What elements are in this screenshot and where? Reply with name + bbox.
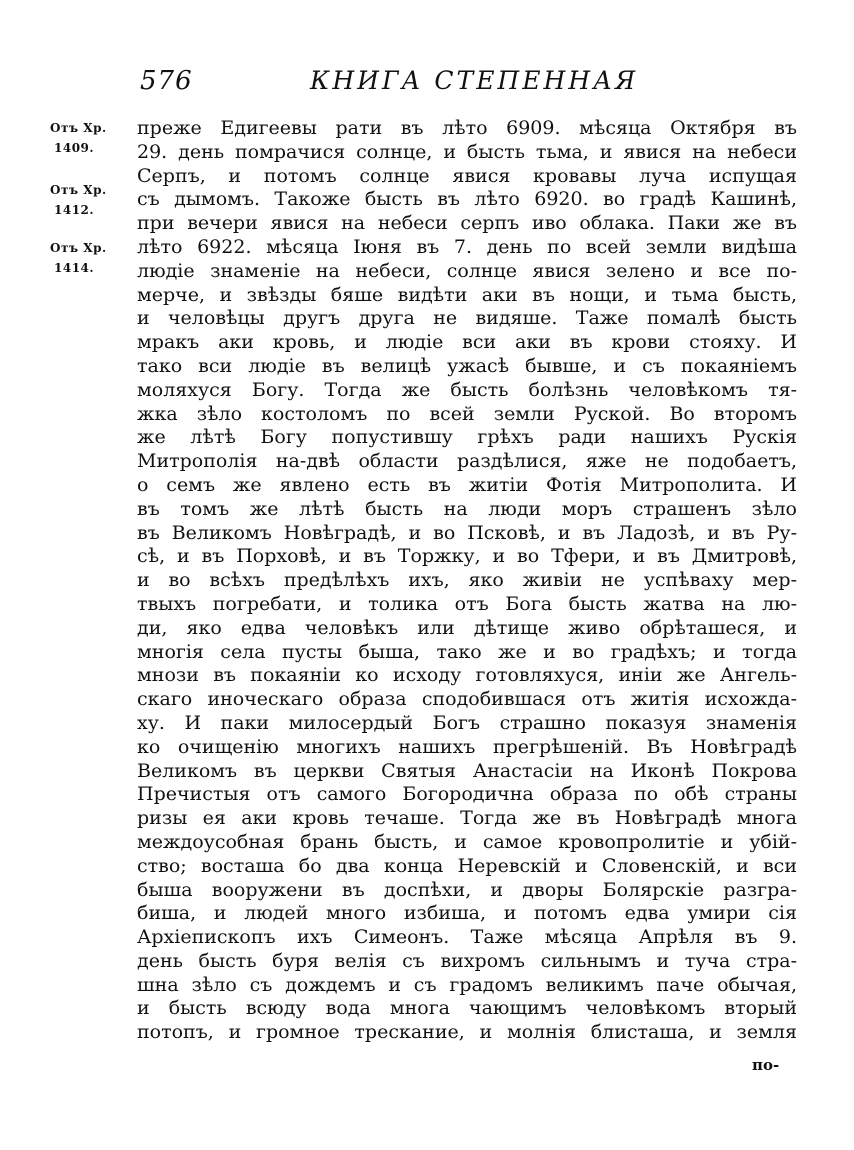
text-line: шна зѣло съ дождемъ и съ градомъ великимъ паче обычая, <box>137 973 797 996</box>
body-text <box>137 117 797 1045</box>
text-line: ху. И паки милосердый Богъ страшно показуя знаменія <box>137 711 797 734</box>
text-line: лѣто 6922. мѣсяца Іюня въ 7. день по всей земли видѣша <box>137 235 797 258</box>
margin-note-year: 1412. <box>54 203 95 217</box>
text-line: жка зѣло костоломъ по всей земли Руской. Во второмъ <box>137 402 797 425</box>
text-line: ко очищенію многихъ нашихъ прегрѣшеній. Въ Новѣградѣ <box>137 735 797 758</box>
text-line: быша вооружени въ доспѣхи, и дворы Болярскіе разгра- <box>137 878 797 901</box>
page-header <box>0 66 854 106</box>
running-title: КНИГА СТЕПЕННАЯ <box>310 66 639 95</box>
text-line: преже Едигеевы рати въ лѣто 6909. мѣсяца Октября въ <box>137 117 797 139</box>
text-line: мнози въ покаяніи ко исходу готовляхуся, иніи же Ангель- <box>137 664 797 687</box>
text-line: и человѣцы другъ друга не видяше. Таже помалѣ бысть <box>137 307 797 330</box>
text-line: о семъ же явлено есть въ житіи Фотія Митрополита. И <box>137 473 797 496</box>
text-line: биша, и людей много избиша, и потомъ едва умири сія <box>137 902 797 925</box>
text-line: и бысть всюду вода многа чающимъ человѣкомъ вторый <box>137 997 797 1020</box>
text-line: ство; восташа бо два конца Неревскій и Словенскій, и вси <box>137 854 797 877</box>
text-line: Серпъ, и потомъ солнце явися кровавы луча испущая <box>137 164 797 187</box>
text-line: съ дымомъ. Такоже бысть въ лѣто 6920. во градѣ Кашинѣ, <box>137 188 797 211</box>
text-line: мерче, и звѣзды бяше видѣти аки въ нощи, и тьма бысть, <box>137 283 797 306</box>
text-line: Пречистыя отъ самого Богородична образа по обѣ страны <box>137 783 797 806</box>
text-line: Митрополія на-двѣ области раздѣлися, яже не подобаетъ, <box>137 450 797 473</box>
margin-note-year-1414 <box>50 238 140 278</box>
text-line: потопъ, и громное трескание, и молнія блисташа, и земля <box>137 1021 797 1044</box>
text-line: въ Великомъ Новѣградѣ, и во Псковѣ, и въ Ладозѣ, и въ Ру- <box>137 521 797 544</box>
margin-note-label: Отъ Хр. <box>50 121 107 135</box>
text-line: междоусобная брань бысть, и самое кровопролитіе и убій- <box>137 830 797 853</box>
text-line: тако вси людіе въ велицѣ ужасѣ бывше, и съ покаяніемъ <box>137 354 797 377</box>
text-line: день бысть буря велія съ вихромъ сильнымъ и туча стра- <box>137 949 797 972</box>
text-line: ризы ея аки кровь течаше. Тогда же въ Новѣградѣ многа <box>137 807 797 830</box>
text-line: сѣ, и въ Порховѣ, и въ Торжку, и во Тфери, и въ Дмитровѣ, <box>137 545 797 568</box>
text-line: въ томъ же лѣтѣ бысть на люди моръ страшенъ зѣло <box>137 497 797 520</box>
text-line: мракъ аки кровь, и людіе вси аки въ крови стояху. И <box>137 331 797 354</box>
text-line: ди, яко едва человѣкъ или дѣтище живо обрѣташеся, и <box>137 616 797 639</box>
text-line: людіе знаменіе на небеси, солнце явися зелено и все по- <box>137 259 797 282</box>
text-line: при вечери явися на небеси серпъ иво облака. Паки же въ <box>137 212 797 235</box>
margin-note-year-1412 <box>50 180 140 220</box>
margin-note-year-1409 <box>50 118 140 158</box>
page-number: 576 <box>140 66 193 96</box>
text-line: Архіепископъ ихъ Симеонъ. Таже мѣсяца Апрѣля въ 9. <box>137 926 797 949</box>
catchword: по- <box>752 1056 780 1074</box>
text-line: же лѣтѣ Богу попустившу грѣхъ ради нашихъ Рускія <box>137 426 797 449</box>
text-line: твыхъ погребати, и толика отъ Бога бысть жатва на лю- <box>137 592 797 615</box>
margin-note-year: 1414. <box>54 261 95 275</box>
text-line: многія села пусты быша, тако же и во градѣхъ; и тогда <box>137 640 797 663</box>
margin-note-label: Отъ Хр. <box>50 183 107 197</box>
text-line: моляхуся Богу. Тогда же бысть болѣзнь человѣкомъ тя- <box>137 378 797 401</box>
margin-note-label: Отъ Хр. <box>50 241 107 255</box>
text-line: Великомъ въ церкви Святыя Анастасіи на Иконѣ Покрова <box>137 759 797 782</box>
text-line: и во всѣхъ предѣлѣхъ ихъ, яко живіи не успѣваху мер- <box>137 569 797 592</box>
text-line: скаго иноческаго образа сподобившася отъ житія исхожда- <box>137 688 797 711</box>
margin-note-year: 1409. <box>54 141 95 155</box>
text-line: 29. день помрачися солнце, и бысть тьма, и явися на небеси <box>137 140 797 163</box>
